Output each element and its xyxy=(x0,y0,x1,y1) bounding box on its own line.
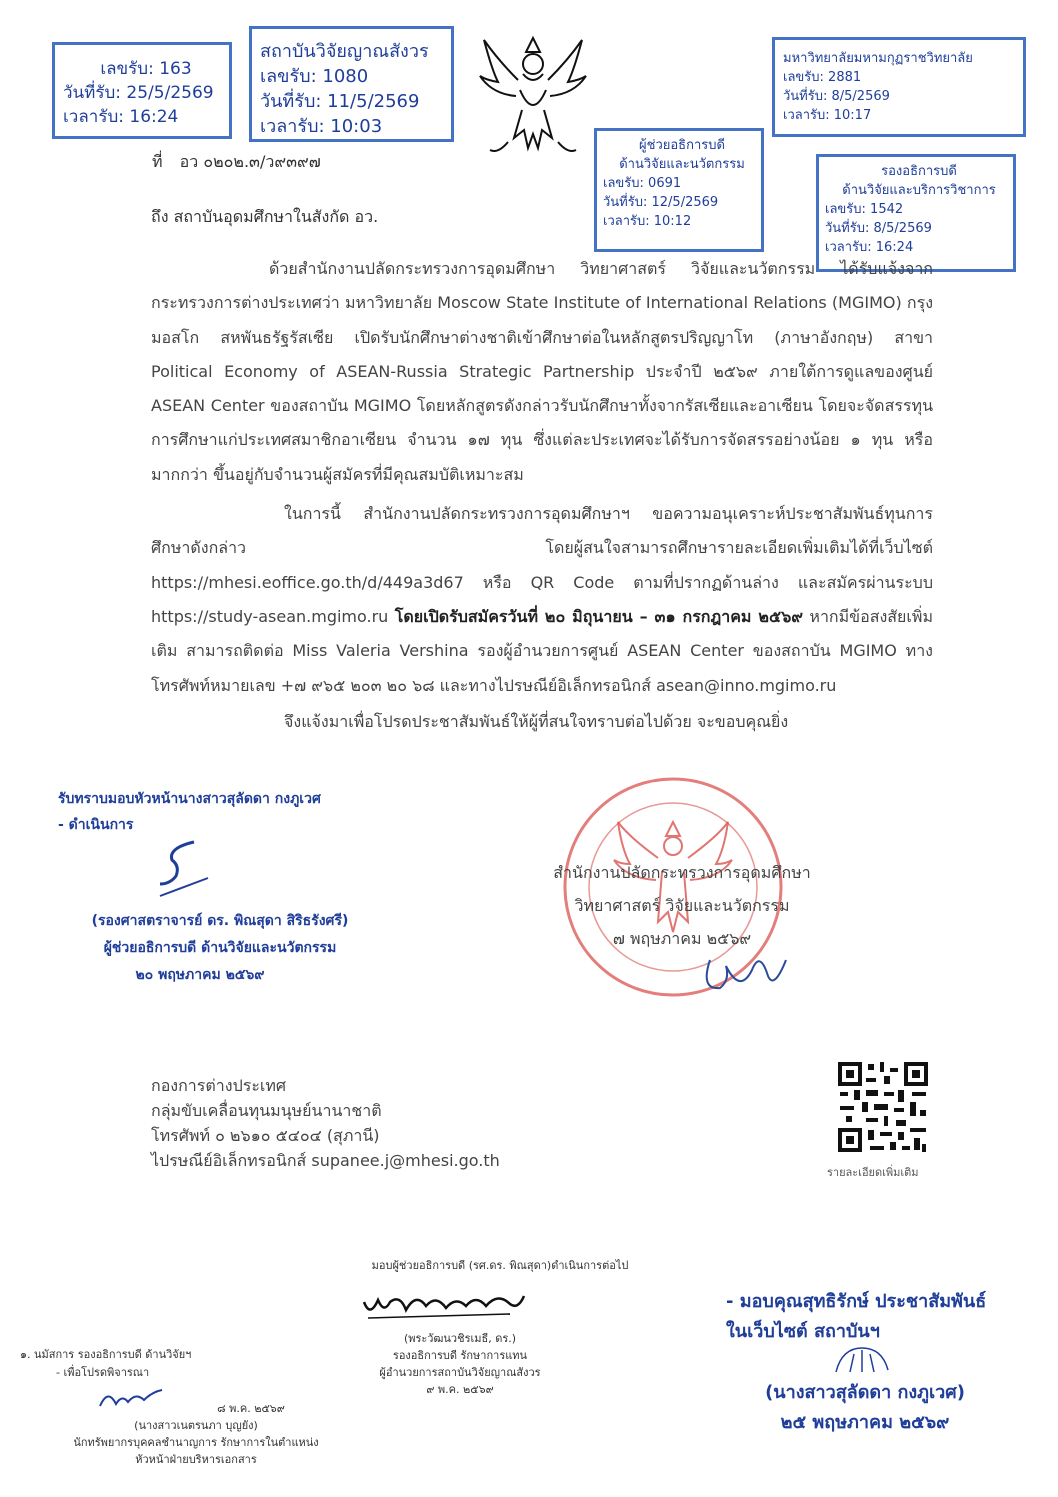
stamp-receipt-date: วันที่รับ: 8/5/2569 xyxy=(783,89,890,104)
note-bl-line-1: ๑. นมัสการ รองอธิการบดี ด้านวิจัยฯ xyxy=(20,1348,192,1361)
contact-group: กลุ่มขับเคลื่อนทุนมนุษย์นานาชาติ xyxy=(151,1101,382,1120)
note-center-position-1: รองอธิการบดี รักษาการแทน xyxy=(392,1349,528,1362)
issuer-date: ๗ พฤษภาคม ๒๕๖๙ xyxy=(612,929,752,948)
signature-left-icon xyxy=(150,836,220,900)
note-left-date: ๒๐ พฤษภาคม ๒๕๖๙ xyxy=(135,967,265,983)
reference-label: ที่ xyxy=(152,152,163,171)
stamp-receipt-date: วันที่รับ: 11/5/2569 xyxy=(260,91,420,112)
note-center-signature-block xyxy=(360,1330,560,1398)
stamp-title: ผู้ช่วยอธิการบดี xyxy=(639,138,725,153)
note-bl-line-2: - เพื่อโปรดพิจารณา xyxy=(56,1366,150,1379)
note-left-line-2: - ดำเนินการ xyxy=(58,817,134,833)
note-center-name: (พระวัฒนวชิรเมธี, ดร.) xyxy=(403,1332,517,1345)
receipt-stamp-2 xyxy=(249,26,454,142)
receipt-stamp-3 xyxy=(772,37,1026,137)
stamp-subtitle: ด้านวิจัยและนวัตกรรม xyxy=(619,157,745,172)
reference-number: อว ๐๒๐๒.๓/ว๙๓๙๗ xyxy=(179,152,321,171)
garuda-emblem-icon xyxy=(478,30,588,160)
receipt-stamp-1 xyxy=(52,42,232,139)
note-right-signature-block xyxy=(740,1378,990,1438)
note-bottom-right xyxy=(726,1287,986,1347)
issuer-name-1: สำนักงานปลัดกระทรวงการอุดมศึกษา xyxy=(553,863,811,882)
stamp-receipt-no: เลขรับ: 0691 xyxy=(603,176,682,191)
paragraph-1: ด้วยสำนักงานปลัดกระทรวงการอุดมศึกษา วิทยาศาสตร์ วิจัยและนวัตกรรม ได้รับแจ้งจากกระทรวงการต่างประเทศว่า มหาวิทยาลัย Moscow State Institute of International Relations (MGIMO) กรุงมอสโก สหพันธรัฐรัสเซีย เปิดรับนักศึกษาต่างชาติเข้าศึกษาต่อในหลักสูตรปริญญาโท (ภาษาอังกฤษ) สาขา Political Economy of ASEAN-Russia Strategic Partnership ประจำปี ๒๕๖๙ ภายใต้การดูแลของศูนย์ ASEAN Center ของสถาบัน MGIMO โดยหลักสูตรดังกล่าวรับนักศึกษาทั้งจากรัสเซียและอาเซียน โดยจะจัดสรรทุนการศึกษาแก่ประเทศสมาชิกอาเซียน จำนวน ๑๗ ทุน ซึ่งแต่ละประเทศจะได้รับการจัดสรรอย่างน้อย ๑ ทุน หรือมากกว่า ขึ้นอยู่กับจำนวนผู้สมัครที่มีคุณสมบัติเหมาะสม xyxy=(151,259,934,484)
note-center-line-1: มอบผู้ช่วยอธิการบดี (รศ.ดร. พิณสุดา)ดำเนินการต่อไป xyxy=(371,1259,629,1272)
stamp-receipt-no: เลขรับ: 163 xyxy=(100,59,192,79)
note-bl-name: (นางสาวเนตรนภา บุญยัง) xyxy=(134,1419,258,1432)
note-left-position: ผู้ช่วยอธิการบดี ด้านวิจัยและนวัตกรรม xyxy=(103,940,337,956)
stamp-receipt-time: เวลารับ: 16:24 xyxy=(825,240,914,255)
note-right-line-2: ในเว็บไซต์ สถาบันฯ xyxy=(726,1321,880,1342)
stamp-receipt-date: วันที่รับ: 8/5/2569 xyxy=(825,221,932,236)
stamp-subtitle: ด้านวิจัยและบริการวิชาการ xyxy=(842,183,996,198)
qr-caption: รายละเอียดเพิ่มเติม xyxy=(827,1166,919,1179)
issuer-block xyxy=(546,856,818,955)
note-right-date: ๒๕ พฤษภาคม ๒๕๖๙ xyxy=(780,1412,950,1433)
recipient-line: ถึง สถาบันอุดมศึกษาในสังกัด อว. xyxy=(151,207,379,226)
paragraph-2-part-1: ในการนี้ สำนักงานปลัดกระทรวงการอุดมศึกษาฯ ขอความอนุเคราะห์ประชาสัมพันธ์ทุนการศึกษาดังกล่าว โดยผู้สนใจสามารถศึกษารายละเอียดเพิ่มเติมได้ที่เว็บไซต์ https://mhesi.eoffice.go.th/d/449a3d67 หรือ QR Code ตามที่ปรากฏด้านล่าง และสมัครผ่านระบบ https://study-asean.mgimo.ru xyxy=(151,504,933,626)
issuer-name-2: วิทยาศาสตร์ วิจัยและนวัตกรรม xyxy=(574,896,790,915)
note-left-line-1: รับทราบมอบหัวหน้านางสาวสุลัดดา กงภูเวศ xyxy=(58,791,321,807)
note-right-line-1: - มอบคุณสุทธิรักษ์ ประชาสัมพันธ์ xyxy=(726,1291,987,1312)
note-bottom-left xyxy=(20,1346,191,1382)
reference-line xyxy=(152,150,321,175)
stamp-receipt-time: เวลารับ: 10:17 xyxy=(783,108,872,123)
note-bl-position-2: หัวหน้าฝ่ายบริหารเอกสาร xyxy=(135,1453,257,1466)
note-right-name: (นางสาวสุลัดดา กงภูเวศ) xyxy=(765,1382,965,1403)
paragraph-2 xyxy=(151,497,933,703)
stamp-receipt-no: เลขรับ: 1080 xyxy=(260,66,369,87)
note-left-signature-block xyxy=(40,908,400,989)
note-left-name: (รองศาสตราจารย์ ดร. พิณสุดา สิริธรังศรี) xyxy=(91,913,349,929)
stamp-receipt-time: เวลารับ: 10:12 xyxy=(603,214,692,229)
stamp-receipt-no: เลขรับ: 2881 xyxy=(783,70,862,85)
note-center-date: ๙ พ.ค. ๒๕๖๙ xyxy=(426,1383,494,1396)
contact-block xyxy=(151,1073,500,1173)
stamp-receipt-time: เวลารับ: 10:03 xyxy=(260,116,383,137)
note-bl-signature-block xyxy=(56,1400,336,1468)
signature-bottom-right-icon xyxy=(832,1342,892,1376)
note-left xyxy=(58,786,321,838)
paragraph-2-part-2: หากมีข้อสงสัยเพิ่มเติม สามารถติดต่อ Miss Valeria Vershina รองผู้อำนวยการศูนย์ ASEAN Center ของสถาบัน MGIMO ทางโทรศัพท์หมายเลข +๗ ๙๖๕ ๒๐๓ ๒๐ ๖๘ และทางไปรษณีย์อิเล็กทรอนิกส์ asean@inno.mgimo.ru xyxy=(151,606,933,695)
stamp-receipt-time: เวลารับ: 16:24 xyxy=(63,107,179,127)
letter-body xyxy=(151,252,933,739)
paragraph-3: จึงแจ้งมาเพื่อโปรดประชาสัมพันธ์ให้ผู้ที่สนใจทราบต่อไปด้วย จะขอบคุณยิ่ง xyxy=(284,711,789,731)
contact-email: ไปรษณีย์อิเล็กทรอนิกส์ supanee.j@mhesi.go.th xyxy=(151,1151,500,1170)
stamp-org: มหาวิทยาลัยมหามกุฏราชวิทยาลัย xyxy=(783,51,973,66)
receipt-stamp-4 xyxy=(594,128,764,252)
stamp-receipt-date: วันที่รับ: 12/5/2569 xyxy=(603,195,719,210)
note-center-position-2: ผู้อำนวยการสถาบันวิจัยญาณสังวร xyxy=(379,1366,541,1379)
qr-code-icon xyxy=(836,1060,930,1154)
note-bl-position-1: นักทรัพยากรบุคคลชำนาญการ รักษาการในตำแหน่ง xyxy=(73,1436,319,1449)
stamp-receipt-date: วันที่รับ: 25/5/2569 xyxy=(63,83,214,103)
application-period: โดยเปิดรับสมัครวันที่ ๒๐ มิถุนายน – ๓๑ กรกฎาคม ๒๕๖๙ xyxy=(394,606,803,626)
contact-phone: โทรศัพท์ ๐ ๒๖๑๐ ๕๔๐๔ (สุภานี) xyxy=(151,1126,380,1145)
note-bl-date: ๘ พ.ค. ๒๕๖๙ xyxy=(217,1402,285,1415)
stamp-org: สถาบันวิจัยญาณสังวร xyxy=(260,41,429,62)
contact-department: กองการต่างประเทศ xyxy=(151,1076,287,1095)
signature-center-icon xyxy=(360,1284,530,1328)
stamp-title: รองอธิการบดี xyxy=(881,164,957,179)
stamp-receipt-no: เลขรับ: 1542 xyxy=(825,202,904,217)
